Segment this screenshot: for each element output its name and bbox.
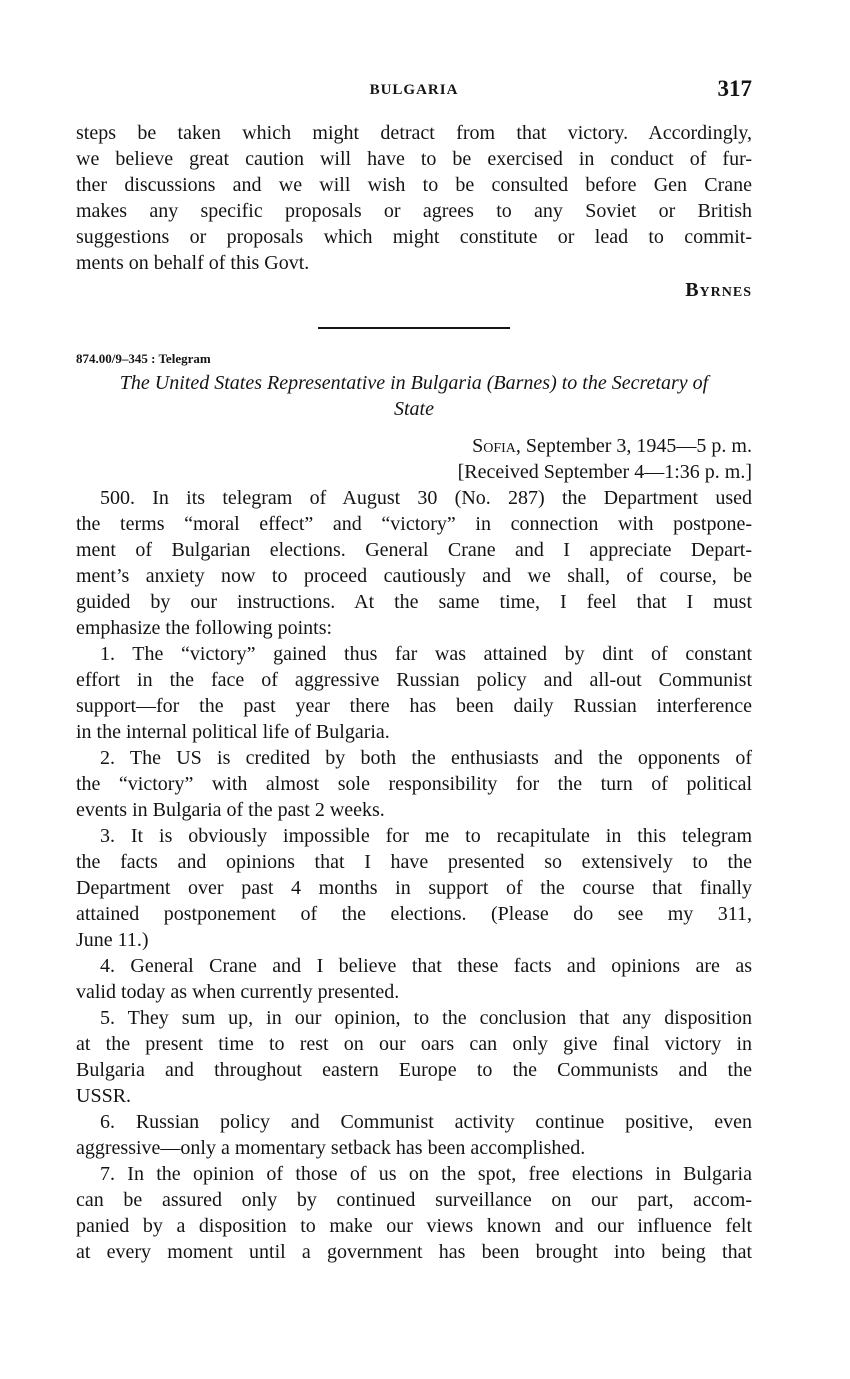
text-line: makes any specific proposals or agrees to any Soviet or British [76, 200, 752, 222]
text-line: suggestions or proposals which might constitute or lead to commit- [76, 226, 752, 248]
file-reference: 874.00/9–345 : Telegram [76, 351, 211, 366]
text-line: emphasize the following points: [76, 617, 333, 639]
text-line: ment’s anxiety now to proceed cautiously and we shall, of course, be [76, 565, 752, 587]
text-line: guided by our instructions. At the same time, I feel that I must [76, 591, 752, 613]
text-line: support—for the past year there has been daily Russian interference [76, 695, 752, 717]
text-line: aggressive—only a momentary setback has been accomplished. [76, 1137, 586, 1159]
point-5 [76, 1005, 752, 1109]
paragraph-500 [76, 485, 752, 641]
text-line: events in Bulgaria of the past 2 weeks. [76, 799, 385, 821]
running-head: BULGARIA [369, 82, 459, 98]
text-line: 6. Russian policy and Communist activity continue positive, even [100, 1111, 752, 1133]
point-3 [76, 823, 752, 953]
text-line: 3. It is obviously impossible for me to recapitulate in this telegram [100, 825, 752, 847]
point-7 [76, 1161, 752, 1265]
text-line: Bulgaria and throughout eastern Europe to the Communists and the [76, 1059, 752, 1081]
point-2 [76, 745, 752, 823]
text-line: 2. The US is credited by both the enthusiasts and the opponents of [100, 747, 752, 769]
page-header [76, 76, 752, 110]
text-line: USSR. [76, 1085, 132, 1107]
text-line: can be assured only by continued surveillance on our part, accom- [76, 1189, 752, 1211]
text-line: the terms “moral effect” and “victory” in connection with postpone- [76, 513, 752, 535]
text-line: at the present time to rest on our oars can only give final victory in [76, 1033, 752, 1055]
text-line: 5. They sum up, in our opinion, to the conclusion that any disposition [100, 1007, 752, 1029]
section-divider [318, 327, 510, 329]
text-line: attained postponement of the elections. (Please do see my 311, [76, 903, 752, 925]
text-line: we believe great caution will have to be exercised in conduct of fur- [76, 148, 752, 170]
text-line: ments on behalf of this Govt. [76, 252, 310, 274]
signature: Byrnes [685, 279, 752, 301]
text-line: the “victory” with almost sole responsibility for the turn of political [76, 773, 752, 795]
text-line: steps be taken which might detract from that victory. Accordingly, [76, 122, 752, 144]
dateline-date: , September 3, 1945—5 p. m. [515, 435, 752, 457]
text-line: June 11.) [76, 929, 149, 951]
text-line: valid today as when currently presented. [76, 981, 400, 1003]
text-line: 7. In the opinion of those of us on the spot, free elections in Bulgaria [100, 1163, 752, 1185]
dateline-place: Sofia [472, 435, 516, 457]
text-line: effort in the face of aggressive Russian policy and all-out Communist [76, 669, 752, 691]
text-line: at every moment until a government has been brought into being that [76, 1241, 752, 1263]
received-line: [Received September 4—1:36 p. m.] [457, 461, 752, 483]
text-line: Department over past 4 months in support of the course that finally [76, 877, 752, 899]
page-number: 317 [717, 76, 752, 101]
text-line: ther discussions and we will wish to be consulted before Gen Crane [76, 174, 752, 196]
text-line: 1. The “victory” gained thus far was attained by dint of constant [100, 643, 752, 665]
point-6 [76, 1109, 752, 1161]
dateline [76, 433, 752, 459]
prior-document-end [76, 120, 752, 303]
text-line: panied by a disposition to make our views known and our influence felt [76, 1215, 752, 1237]
text-line: 4. General Crane and I believe that these facts and opinions are as [100, 955, 752, 977]
point-1 [76, 641, 752, 745]
body-text [76, 120, 752, 1265]
text-line: the facts and opinions that I have presented so extensively to the [76, 851, 752, 873]
point-4 [76, 953, 752, 1005]
document-title: The United States Representative in Bulgaria (Barnes) to the Secretary of State [119, 372, 709, 420]
text-line: in the internal political life of Bulgaria. [76, 721, 390, 743]
text-line: ment of Bulgarian elections. General Crane and I appreciate Depart- [76, 539, 752, 561]
text-line: 500. In its telegram of August 30 (No. 287) the Department used [100, 487, 752, 509]
